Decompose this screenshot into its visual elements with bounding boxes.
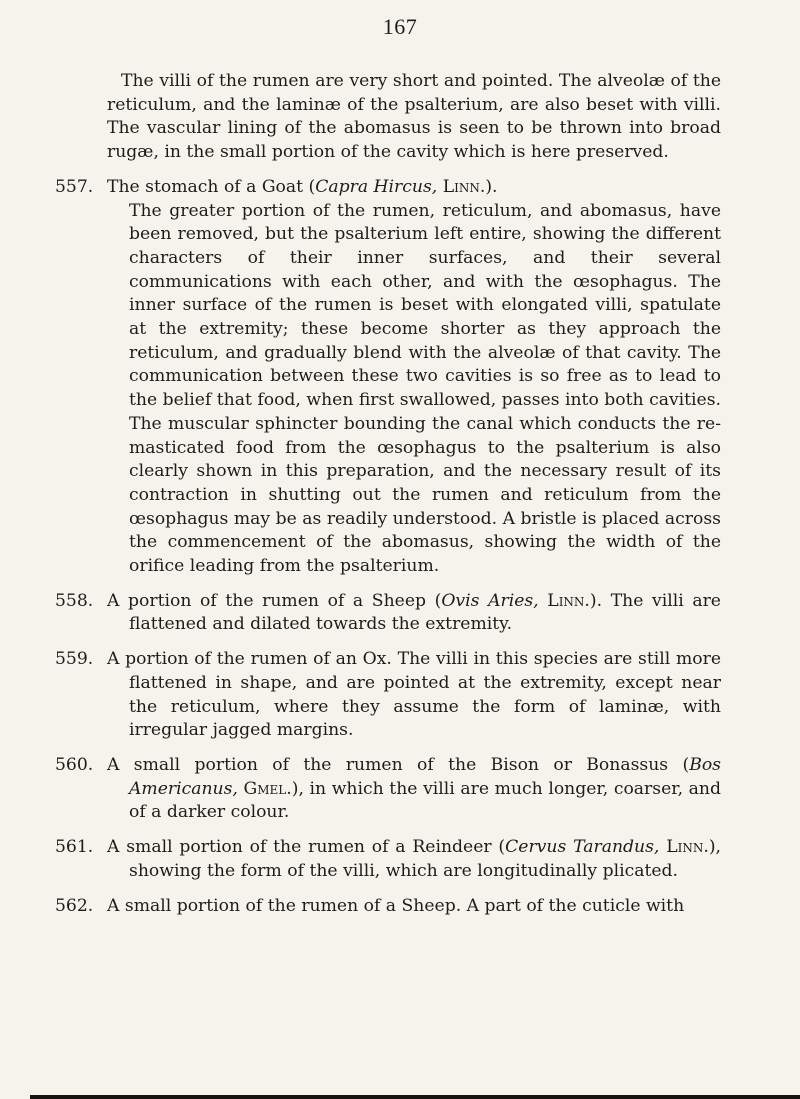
catalogue-entry-561: [55, 836, 721, 883]
species-author: Linn.: [442, 176, 486, 197]
entry-text: A portion of the rumen of an Ox. The villi in this species are still more flattened in shape, and are pointed at the extremity, except near the reticulum, where they assume the form of laminæ, with irregular jagged margins.: [107, 649, 721, 741]
species-name: Capra Hircus,: [315, 176, 438, 197]
intro-paragraph: The villi of the rumen are very short and pointed. The alveolæ of the reticulum, and the laminæ of the psalterium, are also beset with villi. The vascular lining of the abomasus is seen to be thrown into broad rugæ, in the small portion of the cavity which is here preserved.: [107, 71, 721, 163]
catalogue-entry-560: [55, 754, 721, 825]
entry-number: 561.: [55, 837, 94, 858]
entry-text-continued: ). The villi are flattened and dilated towards the extremity.: [129, 590, 721, 635]
entry-number: 558.: [55, 590, 94, 611]
entry-body: The greater portion of the rumen, reticulum, and abomasus, have been removed, but the psalterium left entire, showing the different characters of their inner surfaces, and their several communications with each other, and with the œsophagus. The inner surface of the rumen is beset with elongated villi, spatulate at the extremity; these become shorter as they approach the reticulum, and gradually blend with the alveolæ of that cavity. The communication between these two cavities is so free as to lead to the belief that food, when first swallowed, passes into both cavities. The muscular sphincter bounding the canal which conducts the re-masticated food from the œsophagus to the psalterium is also clearly shown in this preparation, and the necessary result of its contraction in shutting out the rumen and reticulum from the œsophagus may be as readily understood. A bristle is placed across the commencement of the abomasus, showing the width of the orifice leading from the psalterium.: [129, 200, 722, 577]
catalogue-entry-562: [55, 895, 721, 919]
species-name: Ovis Aries,: [441, 590, 539, 611]
catalogue-entry-559: [55, 648, 721, 743]
entry-number: 559.: [55, 649, 94, 670]
entry-heading-end: ).: [485, 176, 498, 197]
entry-number: 560.: [55, 754, 94, 775]
entry-heading-text: The stomach of a Goat (: [107, 176, 316, 197]
species-author: Gmel.: [243, 778, 292, 799]
page-number: 167: [382, 14, 418, 39]
species-name: Cervus Tarandus,: [505, 837, 660, 858]
entry-text: A small portion of the rumen of a Reindeer (: [107, 837, 506, 858]
species-name: Bos Americanus,: [129, 754, 721, 799]
entry-text: A portion of the rumen of a Sheep (: [107, 590, 442, 611]
species-author: Linn.: [666, 837, 709, 858]
catalogue-entry-558: [55, 590, 721, 637]
entry-number: 557.: [55, 176, 94, 197]
catalogue-entry-557: [55, 176, 722, 579]
entry-number: 562.: [55, 895, 94, 916]
entry-text-continued: ), in which the villi are much longer, coarser, and of a darker colour.: [129, 778, 721, 823]
entry-text-continued: ), showing the form of the villi, which are longitudinally plicated.: [129, 837, 721, 881]
page-edge-shadow: [30, 1095, 800, 1099]
species-author: Linn.: [547, 590, 590, 611]
entry-text: A small portion of the rumen of the Bison or Bonassus (: [107, 754, 690, 775]
entry-text: A small portion of the rumen of a Sheep. A part of the cuticle with: [107, 895, 685, 916]
document-body: [55, 70, 722, 929]
